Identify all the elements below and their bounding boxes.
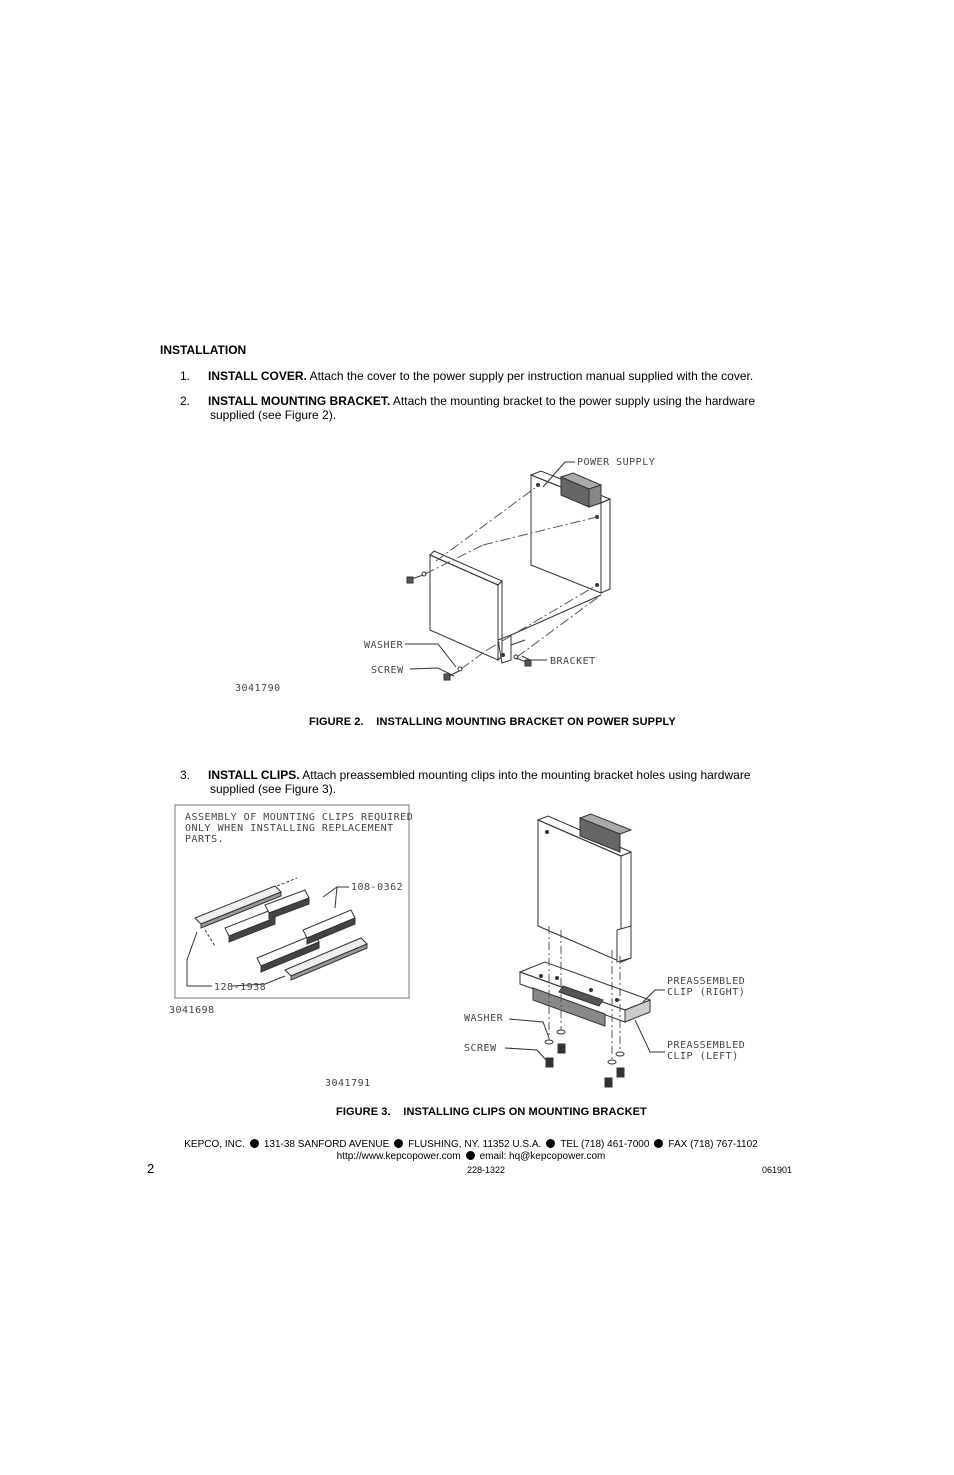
label-washer: WASHER <box>464 1013 504 1024</box>
step-title: INSTALL COVER. <box>208 369 307 383</box>
label-screw: SCREW <box>371 665 404 676</box>
label-clip-left-line-1: PREASSEMBLED <box>667 1040 746 1051</box>
bullet-icon <box>466 1151 475 1160</box>
inset-clip-assembly <box>175 805 413 998</box>
screw-top-left <box>407 572 426 583</box>
footer-web[interactable]: http://www.kepcopower.com <box>336 1151 461 1162</box>
footer-web-line <box>0 1151 954 1162</box>
date-code: 061901 <box>762 1165 793 1175</box>
page-number: 2 <box>147 1161 155 1176</box>
screw-bottom-left <box>444 667 462 680</box>
bullet-icon <box>654 1139 663 1148</box>
bullet-icon <box>250 1139 259 1148</box>
inset-note-line-3: PARTS. <box>185 834 225 845</box>
step-number: 2. <box>180 394 191 408</box>
footer-company: KEPCO, INC. <box>184 1139 245 1150</box>
step-number: 1. <box>180 369 191 383</box>
bullet-icon <box>546 1139 555 1148</box>
leader-washer <box>405 644 456 667</box>
figure-2-drawing <box>225 445 695 695</box>
label-clip-right-line-2: CLIP (RIGHT) <box>667 987 746 998</box>
label-washer: WASHER <box>364 640 404 651</box>
leader-screw <box>505 1048 546 1060</box>
leader-part-b <box>187 932 212 986</box>
inset-note-line-1: ASSEMBLY OF MOUNTING CLIPS REQUIRED <box>185 812 414 823</box>
label-part-a: 108-0362 <box>351 882 404 893</box>
figure-3-drawing <box>165 800 765 1095</box>
power-supply-side <box>601 499 610 593</box>
step-text: Attach preassembled mounting clips into the mounting bracket holes using hardware <box>299 768 751 782</box>
drawing-number: 3041791 <box>325 1078 371 1089</box>
power-supply-assembly <box>520 814 650 1087</box>
leader-bracket <box>522 656 547 660</box>
doc-number: 228-1322 <box>467 1165 506 1175</box>
label-clip-right-line-1: PREASSEMBLED <box>667 976 746 987</box>
step-text-continuation: supplied (see Figure 3). <box>210 782 337 796</box>
step-text: Attach the mounting bracket to the power supply using the hardware <box>390 394 756 408</box>
label-bracket: BRACKET <box>550 656 596 667</box>
label-part-b: 128-1938 <box>214 982 267 993</box>
step-3 <box>180 768 780 798</box>
figure-2-caption: FIGURE 2. INSTALLING MOUNTING BRACKET ON POWER SUPPLY <box>309 716 676 728</box>
step-1 <box>180 369 780 385</box>
step-title: INSTALL MOUNTING BRACKET. <box>208 394 391 408</box>
step-text: Attach the cover to the power supply per instruction manual supplied with the cover. <box>306 369 754 383</box>
footer-tel: TEL (718) 461-7000 <box>560 1139 650 1150</box>
step-text-continuation: supplied (see Figure 2). <box>210 408 337 422</box>
inset-drawing-number: 3041698 <box>169 1005 215 1016</box>
label-screw: SCREW <box>464 1043 497 1054</box>
leader-washer <box>509 1019 549 1038</box>
footer-address: 131-38 SANFORD AVENUE <box>263 1139 390 1150</box>
label-clip-left-line-2: CLIP (LEFT) <box>667 1051 739 1062</box>
section-heading: INSTALLATION <box>160 343 247 357</box>
footer-email[interactable]: email: hq@kepcopower.com <box>479 1151 606 1162</box>
step-number: 3. <box>180 768 191 782</box>
drawing-number: 3041790 <box>235 683 281 694</box>
figure-3-caption: FIGURE 3. INSTALLING CLIPS ON MOUNTING BRACKET <box>336 1106 647 1118</box>
step-title: INSTALL CLIPS. <box>208 768 300 782</box>
bullet-icon <box>394 1139 403 1148</box>
cover-plate <box>430 555 498 660</box>
footer-city: FLUSHING, NY. 11352 U.S.A. <box>408 1139 542 1150</box>
label-power-supply: POWER SUPPLY <box>577 457 656 468</box>
inset-note-line-2: ONLY WHEN INSTALLING REPLACEMENT <box>185 823 394 834</box>
leader-clip-left <box>635 1020 665 1052</box>
step-2 <box>180 394 780 424</box>
footer-contact-line <box>0 1139 954 1150</box>
footer-fax: FAX (718) 767-1102 <box>668 1139 758 1150</box>
